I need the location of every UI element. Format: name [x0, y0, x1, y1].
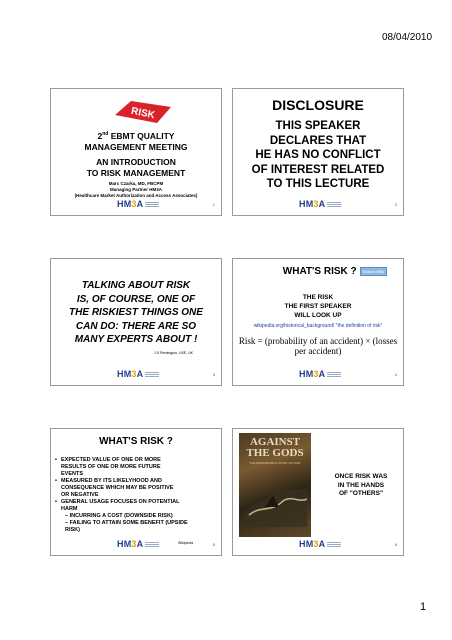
slide-4 — [232, 258, 404, 386]
slide-number: 1 — [212, 202, 215, 207]
book-subtitle: THE REMARKABLE STORY OF RISK — [249, 461, 301, 465]
list-item: HARM — [61, 506, 78, 512]
slide-1-author: Marc Czarka, MD, FBCPM Managing Partner HM3A (Healthcare Market Authorization and Access Associates) — [74, 181, 198, 198]
slide-5-heading: WHAT'S RISK ? — [99, 436, 173, 447]
slide-2-body: THIS SPEAKER DECLARES THAT HE HAS NO CONFLICT OF INTEREST RELATED TO THIS LECTURE — [251, 120, 385, 190]
source-label: Wikipedia — [178, 541, 194, 545]
slide-number: 5 — [212, 542, 215, 547]
book-cover-image — [239, 433, 311, 537]
list-subitem: – INCURRING A COST (DOWNSIDE RISK) — [65, 513, 173, 519]
slide-1-subtitle: AN INTRODUCTION TO RISK MANAGEMENT — [86, 157, 186, 178]
slide-1-title: 2nd EBMT QUALITY MANAGEMENT MEETING — [84, 130, 188, 152]
hm3a-logo: HM3A — [299, 537, 341, 551]
slide-3 — [50, 258, 222, 386]
storm-painting-icon — [243, 477, 307, 527]
list-item: OR NEGATIVE — [61, 492, 99, 498]
list-subitem: RISK) — [65, 527, 80, 533]
risk-sign-image — [111, 97, 175, 125]
list-item: • MEASURED BY ITS LIKELYHOOD AND — [61, 478, 211, 485]
hm3a-logo: HM3A — [117, 197, 159, 211]
slide-6 — [232, 428, 404, 556]
slide-2 — [232, 88, 404, 216]
slide-6-body: ONCE RISK WAS IN THE HANDS OF "OTHERS" — [334, 473, 388, 497]
search-wiki-button[interactable]: Search Wiki — [360, 267, 387, 276]
risk-bullet-list — [55, 457, 211, 534]
slide-2-heading: DISCLOSURE — [272, 97, 364, 113]
slide-1 — [50, 88, 222, 216]
slide-4-body: THE RISK THE FIRST SPEAKER WILL LOOK UP — [284, 294, 352, 319]
slide-number: 2 — [394, 202, 397, 207]
list-item: • GENERAL USAGE FOCUSES ON POTENTIAL — [61, 499, 211, 506]
slide-5 — [50, 428, 222, 556]
risk-formula: Risk = (probability of an accident) × (losses per accident) — [238, 336, 398, 356]
list-item: RESULTS OF ONE OR MORE FUTURE — [61, 464, 161, 470]
slide-number: 4 — [394, 372, 397, 377]
book-title: AGAINST THE GODS — [246, 436, 304, 459]
page-number: 1 — [420, 601, 427, 613]
list-item: • EXPECTED VALUE OF ONE OR MORE — [61, 457, 211, 464]
slide-number: 3 — [212, 372, 215, 377]
list-item: CONSEQUENCE WHICH MAY BE POSITIVE — [61, 485, 174, 491]
page-date: 08/04/2010 — [382, 32, 433, 43]
slide-number: 6 — [394, 542, 397, 547]
list-subitem: – FAILING TO ATTAIN SOME BENEFIT (UPSIDE — [65, 520, 188, 526]
wikipedia-link[interactable]: wikipedia.org/historical_background/ "the definition of risk" — [253, 323, 383, 329]
risk-sign-text: RISK — [130, 105, 156, 122]
slide-4-heading: WHAT'S RISK ? Search Wiki — [283, 266, 387, 277]
hm3a-logo: HM3A — [299, 197, 341, 211]
hm3a-logo: HM3A — [299, 367, 341, 381]
slide-3-quote: TALKING ABOUT RISK IS, OF COURSE, ONE OF THE RISKIEST THINGS ONE CAN DO: THERE ARE SO MANY EXPERTS ABOUT ! — [69, 280, 203, 345]
hm3a-logo: HM3A — [117, 537, 159, 551]
list-item: EVENTS — [61, 471, 84, 477]
quote-attribution: J.S Remington, USE, UK — [154, 351, 193, 355]
hm3a-logo: HM3A — [117, 367, 159, 381]
